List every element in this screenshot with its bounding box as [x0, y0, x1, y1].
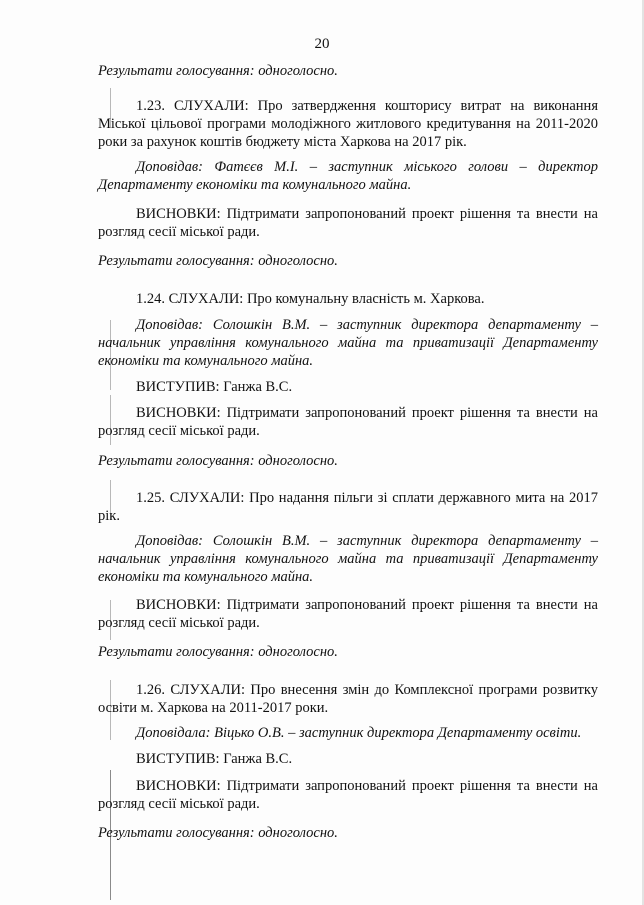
item-1-24-conclusion: ВИСНОВКИ: Підтримати запропонований проект рішення та внести на розгляд сесії міської ради. [98, 405, 598, 439]
item-1-25-conclusion: ВИСНОВКИ: Підтримати запропонований проект рішення та внести на розгляд сесії міської ради. [98, 597, 598, 631]
page-number: 20 [314, 36, 330, 52]
item-1-24-spoke: ВИСТУПИВ: Ганжа В.С. [136, 379, 293, 395]
item-1-23-vote: Результати голосування: одноголосно. [98, 253, 338, 269]
item-1-23-speaker: Доповідав: Фатєєв М.І. – заступник міського голови – директор Департаменту економіки та комунального майна. [98, 159, 598, 193]
item-1-26-vote: Результати голосування: одноголосно. [98, 825, 338, 841]
item-1-26-spoke: ВИСТУПИВ: Ганжа В.С. [136, 751, 293, 767]
item-1-23-conclusion: ВИСНОВКИ: Підтримати запропонований проект рішення та внести на розгляд сесії міської ради. [98, 206, 598, 240]
item-1-23-heard: 1.23. СЛУХАЛИ: Про затвердження кошторису витрат на виконання Міської цільової програми молодіжного житлового кредитування на 2011-2020 роки за рахунок коштів бюджету міста Харкова на 2017 рік. [98, 98, 598, 150]
item-1-24-speaker: Доповідав: Солошкін В.М. – заступник директора департаменту – начальник управління комунального майна та приватизації Департаменту економіки та комунального майна. [98, 317, 598, 369]
item-1-26-speaker: Доповідала: Віцько О.В. – заступник директора Департаменту освіти. [136, 725, 582, 741]
item-1-24-heard: 1.24. СЛУХАЛИ: Про комунальну власність м. Харкова. [136, 291, 485, 307]
item-1-25-speaker: Доповідав: Солошкін В.М. – заступник директора департаменту – начальник управління комунального майна та приватизації Департаменту економіки та комунального майна. [98, 533, 598, 585]
item-1-25-heard: 1.25. СЛУХАЛИ: Про надання пільги зі сплати державного мита на 2017 рік. [98, 490, 598, 524]
item-1-26-conclusion: ВИСНОВКИ: Підтримати запропонований проект рішення та внести на розгляд сесії міської ради. [98, 778, 598, 812]
item-1-25-vote: Результати голосування: одноголосно. [98, 644, 338, 660]
item-1-26-heard: 1.26. СЛУХАЛИ: Про внесення змін до Комплексної програми розвитку освіти м. Харкова на 2011-2017 роки. [98, 682, 598, 716]
item-1-24-vote: Результати голосування: одноголосно. [98, 453, 338, 469]
vote-result-top: Результати голосування: одноголосно. [98, 63, 338, 79]
